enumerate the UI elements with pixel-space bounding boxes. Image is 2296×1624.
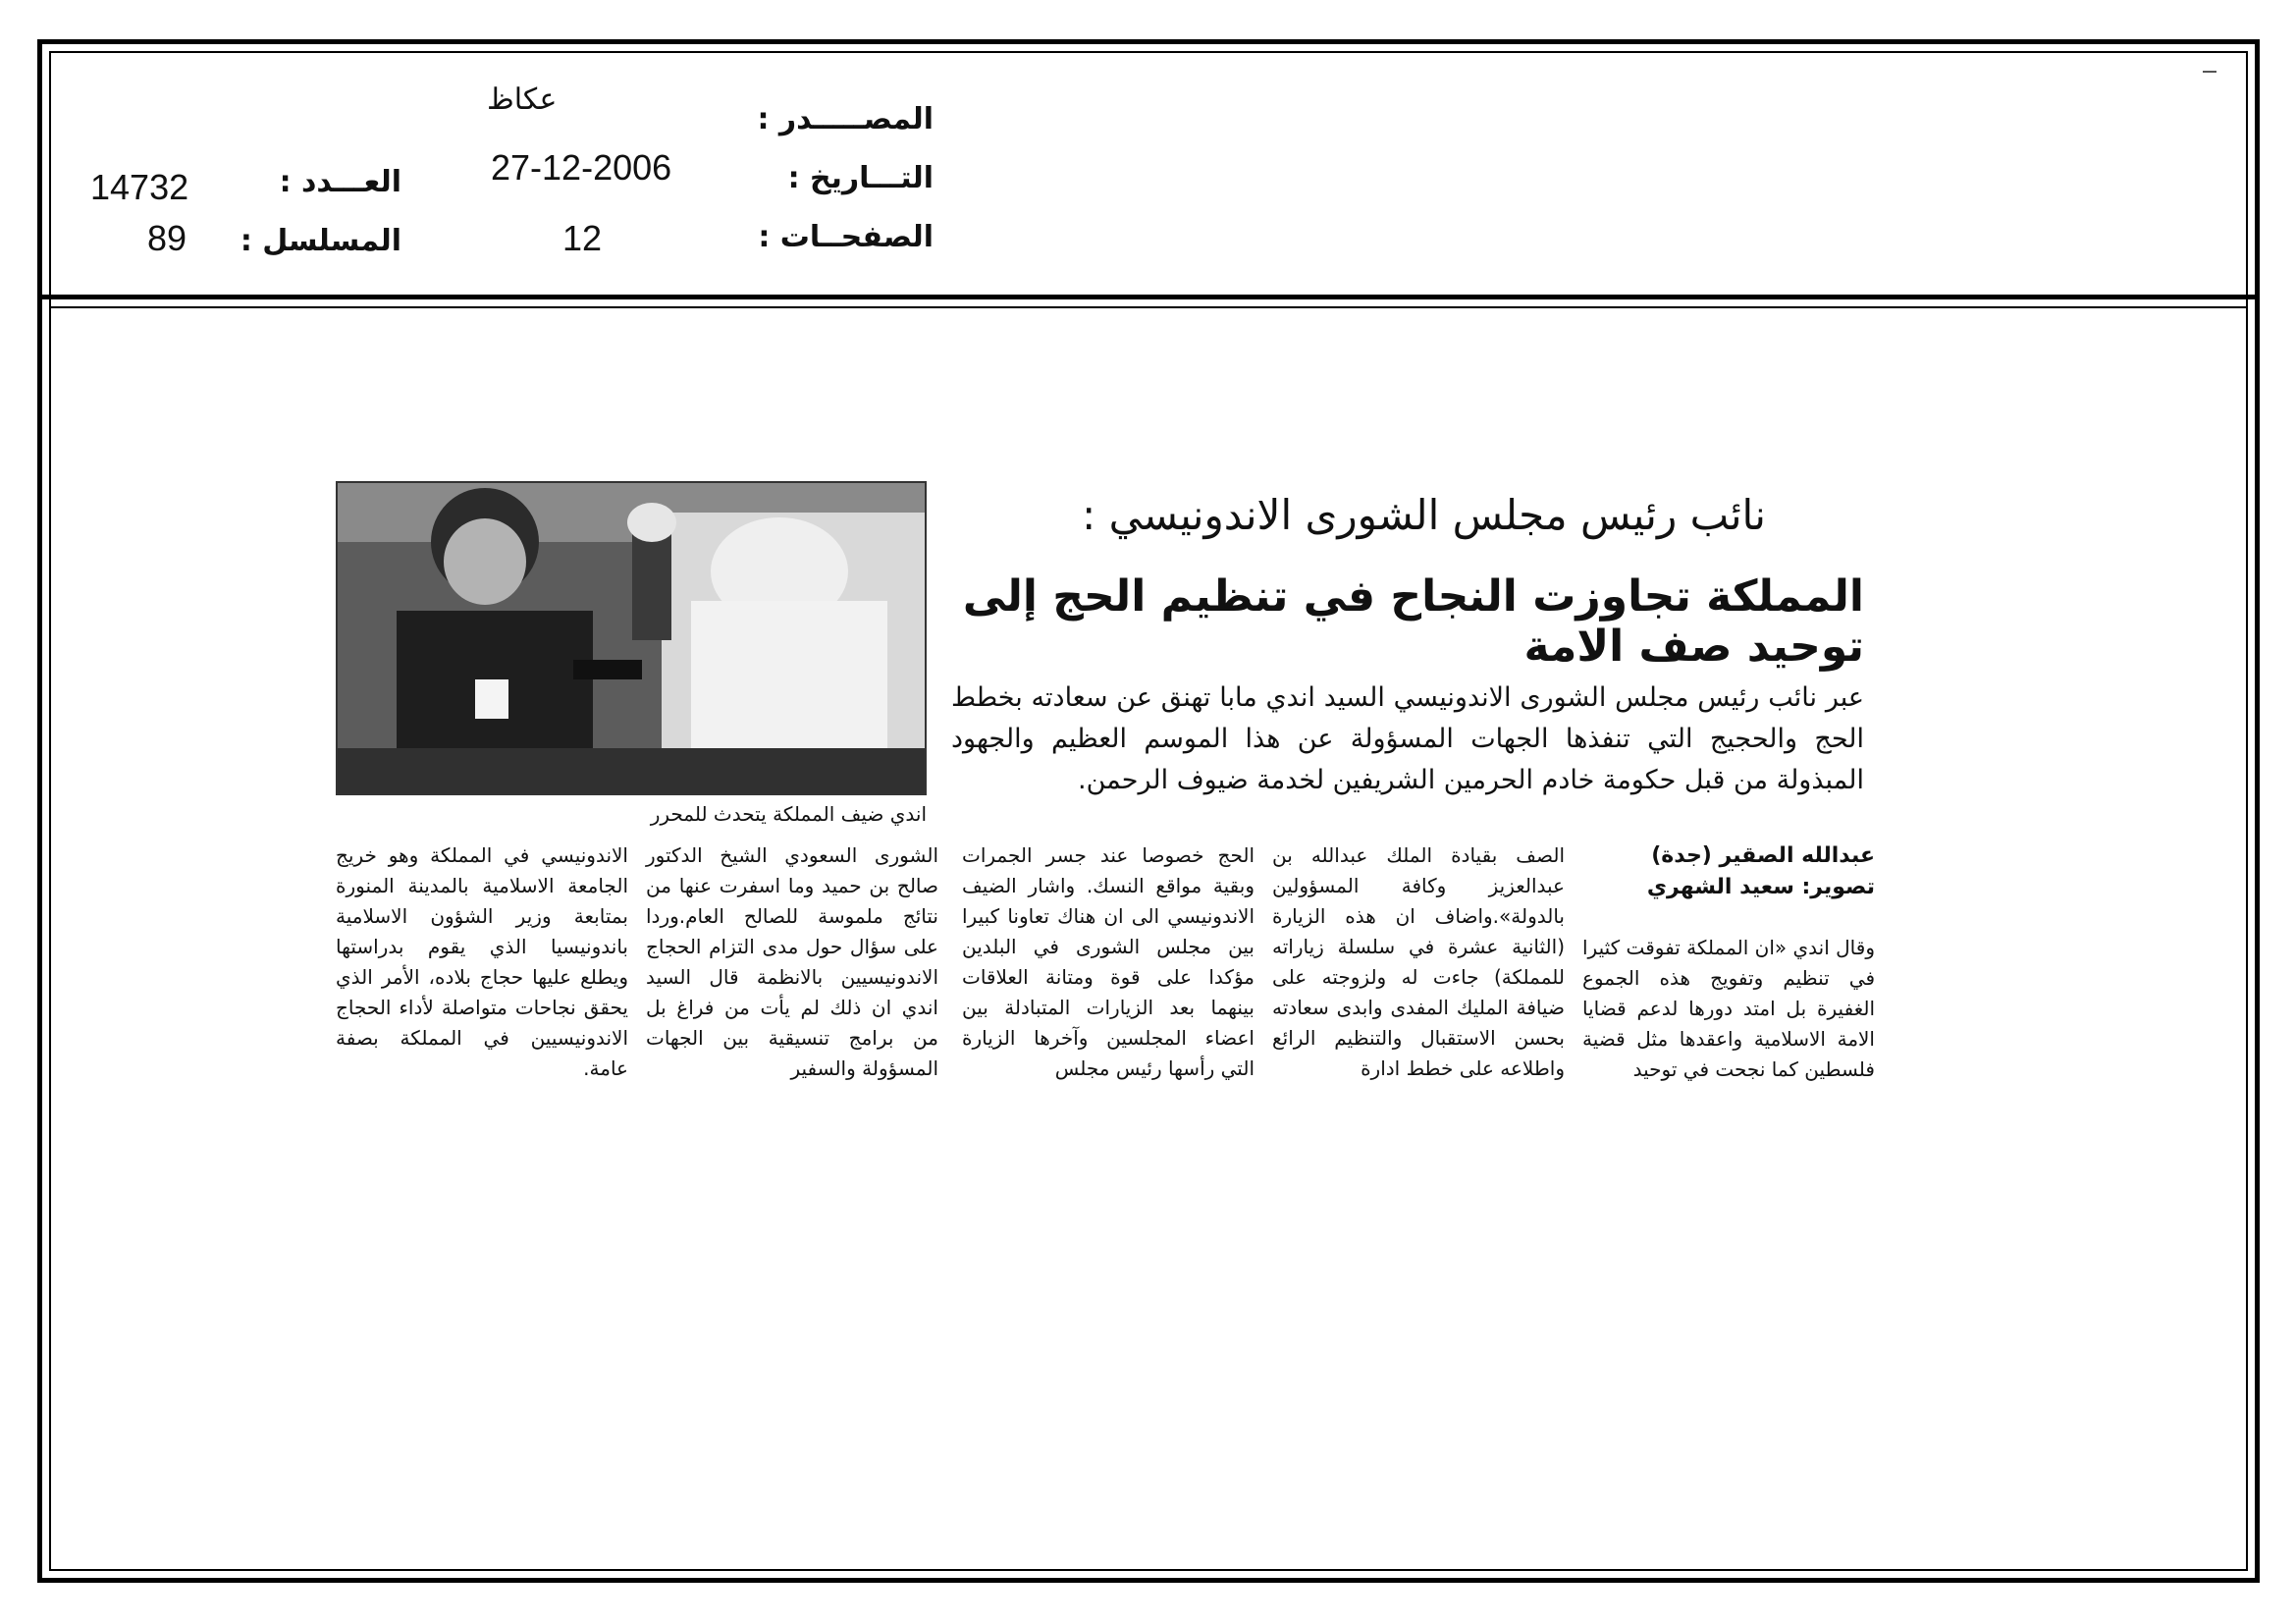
issue-value: 14732 — [90, 167, 189, 207]
column-text-4: الشورى السعودي الشيخ الدكتور صالح بن حميد وما اسفرت عنها من نتائج ملموسة للصالح العام.وردا على سؤال حول مدى التزام الحجاج الاندونيسيين بالانظمة قال السيد اندي ان ذلك لم يأت من فراغ بل من برامج تنسيقية بين الجهات المسؤولة والسفير — [646, 843, 938, 1080]
photo-caption: اندي ضيف المملكة يتحدث للمحرر — [650, 802, 927, 826]
header-divider — [37, 295, 2260, 299]
issue-label: العـــدد : — [279, 165, 401, 199]
source-value: عكاظ — [487, 83, 558, 116]
pages-label: الصفحــات : — [758, 220, 934, 254]
photo-illustration — [338, 483, 927, 795]
inner-frame — [49, 51, 2248, 1571]
article-column-2 — [1272, 840, 1565, 1084]
column-text-2: الصف بقيادة الملك عبدالله بن عبدالعزيز وكافة المسؤولين بالدولة».واضاف ان هذه الزيارة (الثانية عشرة في سلسلة زياراته للمملكة) جاءت له ولزوجته على ضيافة المليك المفدى وابدى سعادته بحسن الاستقبال والتنظيم الرائع واطلاعه على خطط ادارة — [1272, 843, 1565, 1080]
byline-author: عبدالله الصقير (جدة) — [1651, 843, 1875, 868]
serial-label: المسلسل : — [240, 224, 401, 258]
column-text-1: وقال اندي «ان المملكة تفوقت كثيرا في تنظيم وتفويج هذه الجموع الغفيرة بل امتد دورها لدعم قضايا الامة الاسلامية واعقدها مثل قضية فلسطين كما نجحت في توحيد — [1582, 936, 1875, 1081]
corner-mark — [2203, 71, 2216, 73]
pages-value: 12 — [562, 218, 603, 258]
article-photo — [336, 481, 927, 795]
byline-photographer: تصوير: سعيد الشهري — [1646, 875, 1875, 899]
article-column-4 — [646, 840, 938, 1084]
article-headline: المملكة تجاوزت النجاح في تنظيم الحج إلى توحيد صف الامة — [962, 571, 1864, 672]
header-divider-inner — [49, 306, 2248, 308]
article-column-3 — [962, 840, 1255, 1084]
article-column-1 — [1582, 840, 1875, 1085]
article-column-5 — [336, 840, 628, 1084]
article-subheadline: نائب رئيس مجلس الشورى الاندونيسي : — [1082, 491, 1766, 539]
article-lead: عبر نائب رئيس مجلس الشورى الاندونيسي السيد اندي مابا تهنق عن سعادته بخطط الحج والحجيج التي تنفذها الجهات المسؤولة عن هذا الموسم العظيم والجهود المبذولة من قبل حكومة خادم الحرمين الشريفين لخدمة ضيوف الرحمن. — [951, 682, 1864, 795]
date-value: 27-12-2006 — [491, 147, 672, 188]
date-label: التـــاريخ : — [787, 161, 934, 195]
serial-value: 89 — [147, 218, 187, 258]
column-text-3: الحج خصوصا عند جسر الجمرات وبقية مواقع النسك. واشار الضيف الاندونيسي الى ان هناك تعاونا كبيرا بين مجلس الشورى في البلدين مؤكدا على قوة ومتانة العلاقات بينهما بعد الزيارات المتبادلة بين اعضاء المجلسين وآخرها الزيارة التي رأسها رئيس مجلس — [962, 843, 1255, 1080]
column-text-5: الاندونيسي في المملكة وهو خريج الجامعة الاسلامية بالمدينة المنورة بمتابعة وزير الشؤون الاسلامية باندونيسيا الذي يقوم بدراستها ويطلع عليها حجاج بلاده، الأمر الذي يحقق نجاحات متواصلة لأداء الحجاج الاندونيسيين في المملكة بصفة عامة. — [336, 843, 628, 1080]
source-label: المصـــــدر : — [757, 102, 934, 136]
